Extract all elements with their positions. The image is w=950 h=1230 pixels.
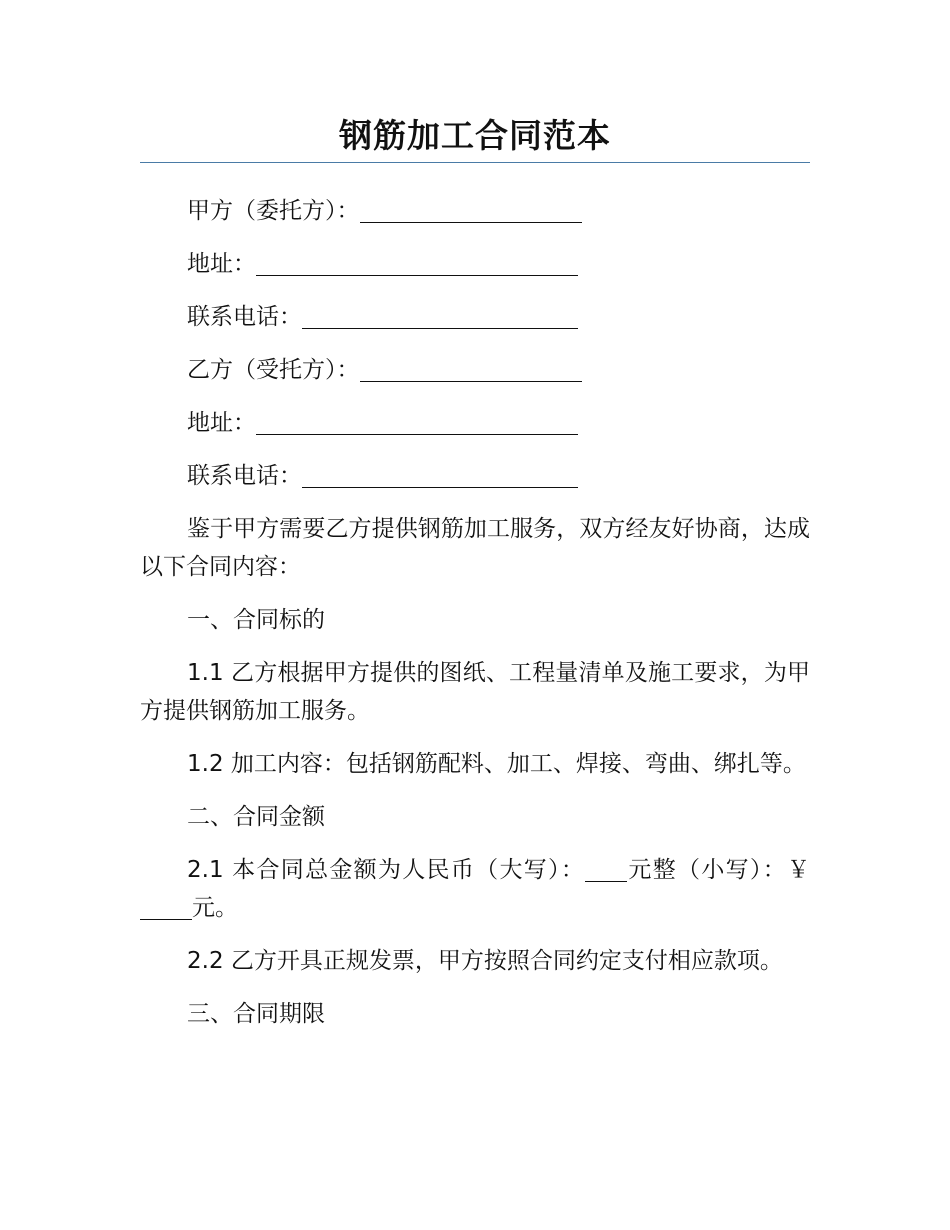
party-b-address-label: 地址：	[187, 410, 256, 436]
section-1-heading: 一、合同标的	[187, 607, 325, 633]
amount-uppercase-blank[interactable]	[585, 855, 627, 882]
party-a-name-blank[interactable]	[360, 196, 582, 223]
party-a-address-line	[140, 245, 810, 283]
section-2-heading: 二、合同金额	[187, 804, 325, 830]
preamble-paragraph: 鉴于甲方需要乙方提供钢筋加工服务，双方经友好协商，达成以下合同内容：	[140, 516, 810, 580]
amount-lowercase-blank[interactable]	[140, 893, 192, 920]
party-b-line	[140, 351, 810, 389]
clause-2-1-prefix: 2.1 本合同总金额为人民币（大写）：	[187, 857, 586, 883]
party-a-phone-label: 联系电话：	[187, 304, 302, 330]
party-a-phone-blank[interactable]	[302, 302, 578, 329]
clause-2-2: 2.2 乙方开具正规发票，甲方按照合同约定支付相应款项。	[187, 948, 783, 974]
clause-1-1: 1.1 乙方根据甲方提供的图纸、工程量清单及施工要求，为甲方提供钢筋加工服务。	[140, 660, 810, 724]
clause-2-1-suffix: 元。	[192, 895, 238, 921]
clause-2-1-middle: 元整（小写）：￥	[627, 857, 811, 883]
party-a-address-blank[interactable]	[256, 249, 578, 276]
party-a-phone-line	[140, 298, 810, 336]
party-b-label: 乙方（受托方）：	[187, 357, 360, 383]
party-a-label: 甲方（委托方）：	[187, 198, 360, 224]
document-title: 钢筋加工合同范本	[339, 116, 611, 155]
section-3-heading: 三、合同期限	[187, 1001, 325, 1027]
clause-2-1	[140, 851, 810, 927]
party-b-address-line	[140, 404, 810, 442]
clause-1-2: 1.2 加工内容：包括钢筋配料、加工、焊接、弯曲、绑扎等。	[187, 751, 806, 777]
document-body	[140, 192, 810, 1048]
title-underline-rule	[140, 162, 810, 163]
party-b-phone-label: 联系电话：	[187, 463, 302, 489]
party-b-phone-line	[140, 457, 810, 495]
party-a-line	[140, 192, 810, 230]
party-b-name-blank[interactable]	[360, 355, 582, 382]
party-b-phone-blank[interactable]	[302, 461, 578, 488]
party-b-address-blank[interactable]	[256, 408, 578, 435]
party-a-address-label: 地址：	[187, 251, 256, 277]
